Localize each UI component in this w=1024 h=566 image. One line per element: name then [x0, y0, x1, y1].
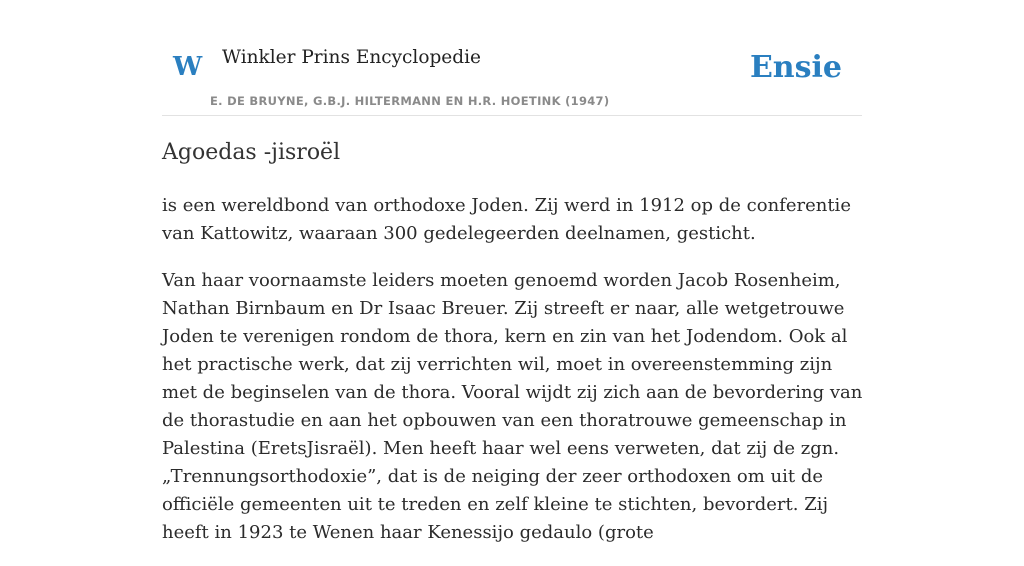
source-title[interactable]: Winkler Prins Encyclopedie [222, 47, 481, 68]
source-logo[interactable]: W [173, 52, 203, 82]
brand-logo[interactable]: Ensie [749, 50, 842, 85]
article-paragraph: Van haar voornaamste leiders moeten genoemd worden Jacob Rosenheim, Nathan Birnbaum en Dr Isaac Breuer. Zij streeft er naar, alle wetgetrouwe Joden te verenigen rondom de thora, kern en zin van het Jodendom. Ook al het practische werk, dat zij verrichten wil, moet in overeenstemming zijn met de beginselen van de thora. Vooral wijdt zij zich aan de bevordering van de thorastudie en aan het opbouwen van een thoratrouwe gemeenschap in Palestina (EretsJisraël). Men heeft haar wel eens verweten, dat zij de zgn. „Trennungsorthodoxie”, dat is de neiging der zeer orthodoxen om uit de officiële gemeenten uit te treden en zelf kleine te stichten, bevordert. Zij heeft in 1923 te Wenen haar Kenessijo gedaulo (grote [162, 270, 863, 543]
article-body [162, 192, 867, 566]
source-header [162, 40, 862, 116]
article-title: Agoedas -jisroël [162, 140, 341, 165]
article-paragraph: is een wereldbond van orthodoxe Joden. Zij werd in 1912 op de conferentie van Kattowitz, waaraan 300 gedelegeerden deelnamen, gesticht. [162, 195, 851, 244]
source-authors: E. DE BRUYNE, G.B.J. HILTERMANN EN H.R. HOETINK (1947) [210, 94, 610, 108]
